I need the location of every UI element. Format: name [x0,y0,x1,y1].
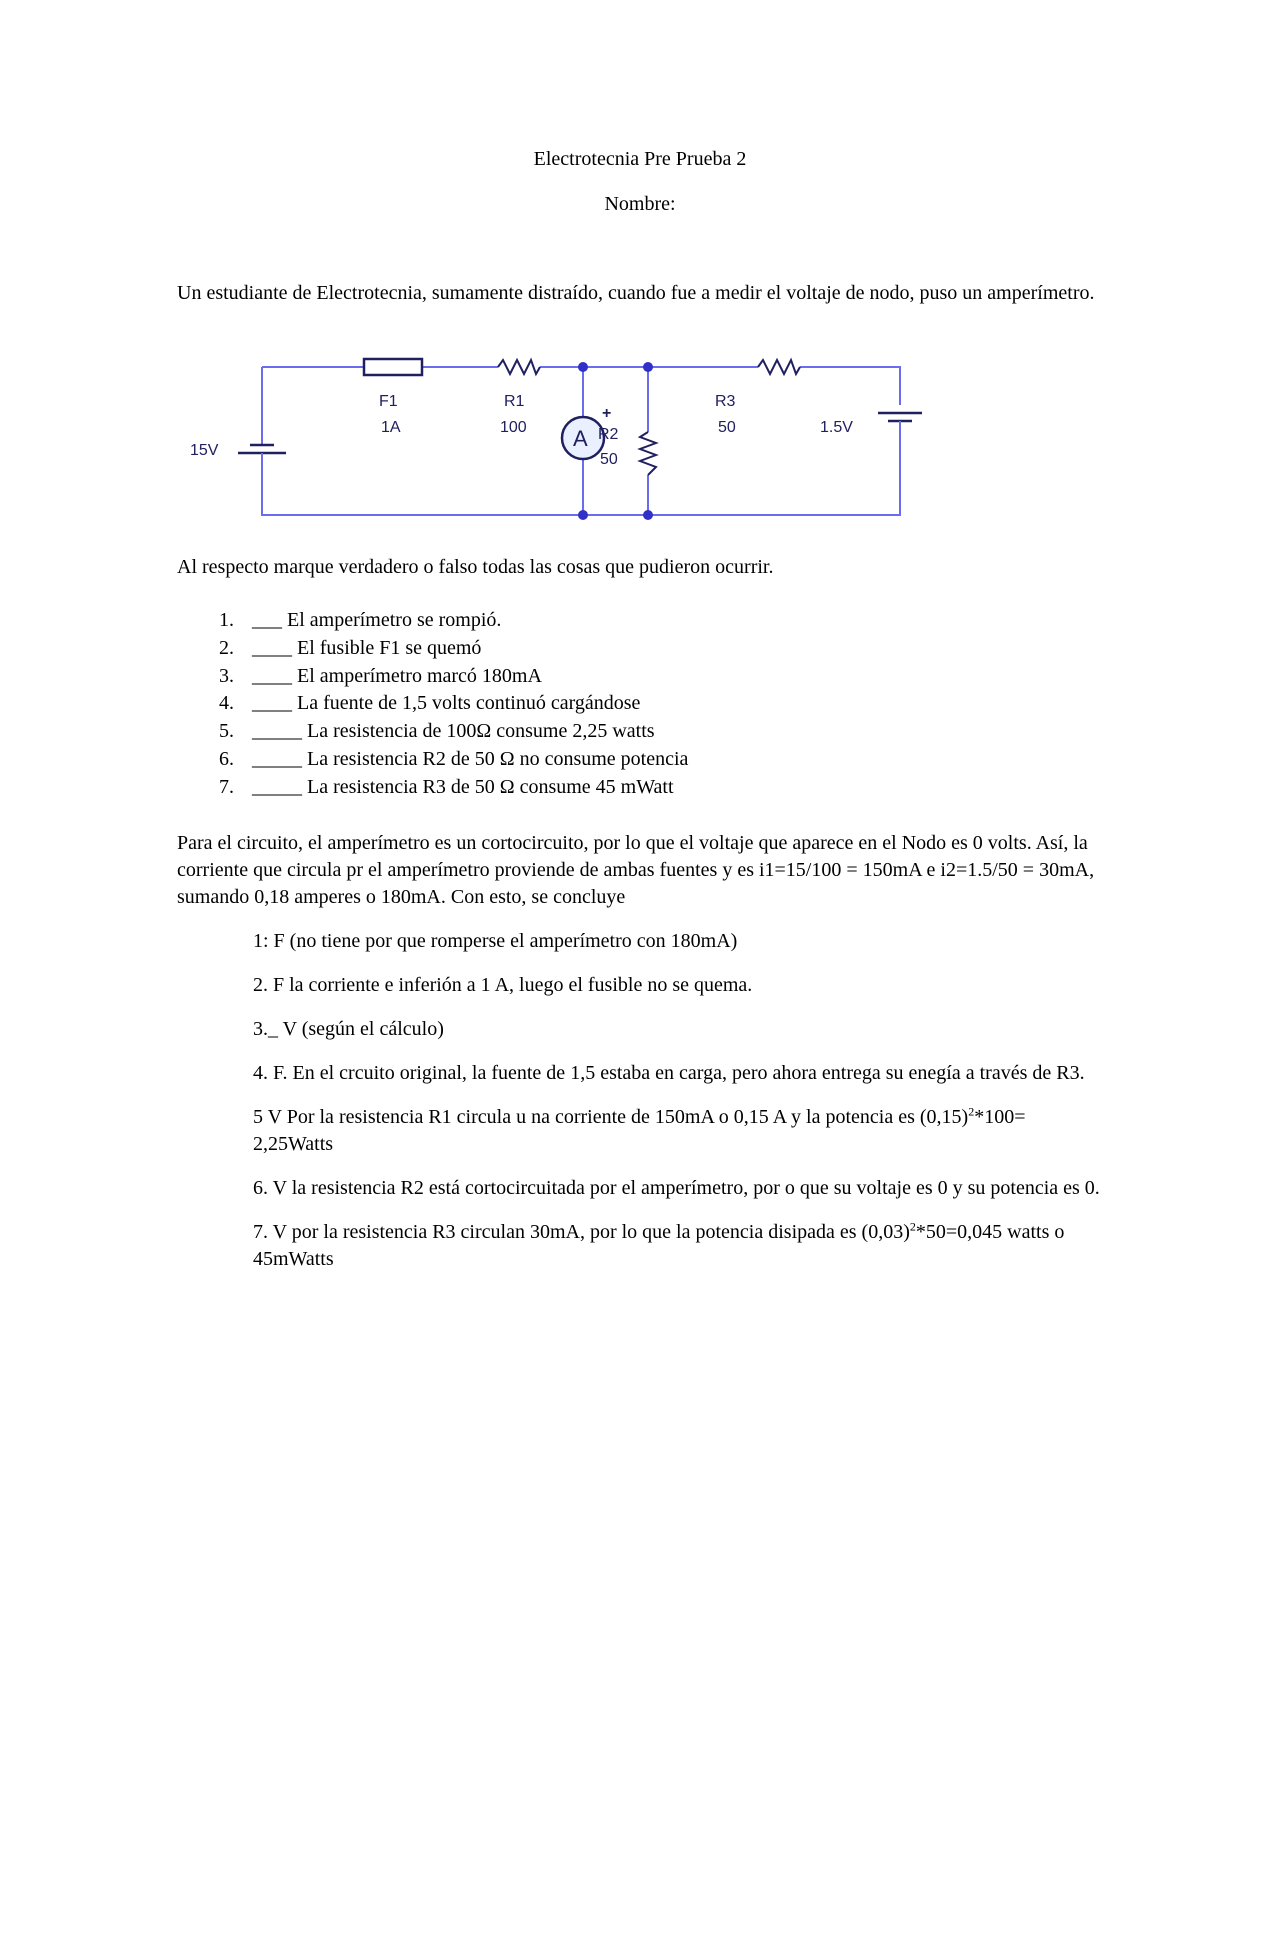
item-number: 5. [219,720,234,743]
list-item [200,635,688,663]
answer-7-result: *50=0,045 watts o 45mWatts [253,1221,1065,1270]
answer-5-exponent: 2 [968,1104,975,1119]
list-item [200,774,688,802]
true-false-list [200,607,688,802]
item-text: _____ La resistencia R2 de 50 Ω no consume potencia [252,747,689,770]
answer-6: 6. V la resistencia R2 está cortocircuitada por el amperímetro, por o que su voltaje es 0 y su potencia es 0. [253,1177,1100,1199]
resistor-r2 [640,432,656,475]
list-item [200,663,688,691]
ammeter-plus-label: + [602,405,612,422]
r2-name-label: R2 [598,426,619,443]
source-right-label: 1.5V [820,419,853,436]
item-text: ____ La fuente de 1,5 volts continuó cargándose [252,692,641,715]
item-number: 7. [219,775,234,798]
answer-7-exponent: 2 [909,1219,916,1234]
list-item [200,718,688,746]
answer-2: 2. F la corriente e inferión a 1 A, luego el fusible no se quema. [253,974,753,996]
resistor-r3 [758,360,800,374]
r3-value-label: 50 [718,419,736,436]
item-number: 4. [219,692,234,715]
r2-value-label: 50 [600,451,618,468]
fuse-f1 [364,359,422,375]
battery-1-5v [878,413,922,425]
answer-4: 4. F. En el crcuito original, la fuente de 1,5 estaba en carga, pero ahora entrega su enegía a través de R3. [253,1062,1085,1084]
answer-7 [253,1219,1103,1273]
answer-1: 1: F (no tiene por que romperse el amperímetro con 180mA) [253,930,738,952]
answer-5 [253,1104,1103,1158]
item-text: _____ La resistencia de 100Ω consume 2,25 watts [252,720,655,743]
item-text: ____ El amperímetro marcó 180mA [252,664,542,687]
list-item [200,690,688,718]
item-number: 1. [219,609,234,631]
answer-7-text: 7. V por la resistencia R3 circulan 30mA, por lo que la potencia disipada es (0,03) [253,1221,910,1243]
r1-name-label: R1 [504,393,525,410]
source-left-label: 15V [190,442,219,459]
r3-name-label: R3 [715,393,736,410]
answer-5-result: *100= 2,25Watts [253,1106,1026,1155]
answer-3: 3._ V (según el cálculo) [253,1018,444,1040]
answers-block [253,928,1103,1290]
item-number: 6. [219,747,234,770]
question-prompt: Al respecto marque verdadero o falso todas las cosas que pudieron ocurrir. [177,556,774,578]
item-text: ___ El amperímetro se rompió. [252,609,502,631]
item-number: 3. [219,664,234,687]
item-text: ____ El fusible F1 se quemó [252,636,482,659]
list-item [200,746,688,774]
item-text: _____ La resistencia R3 de 50 Ω consume 45 mWatt [252,775,674,798]
answer-5-text: 5 V Por la resistencia R1 circula u na corriente de 150mA o 0,15 A y la potencia es (0,15) [253,1106,969,1128]
r1-value-label: 100 [500,419,527,436]
intro-paragraph: Un estudiante de Electrotecnia, sumamente distraído, cuando fue a medir el voltaje de nodo, puso un amperímetro. [177,282,1095,304]
fuse-value-label: 1A [381,419,401,436]
list-item [200,607,688,635]
ammeter-label: A [573,426,588,451]
name-label: Nombre: [604,193,676,215]
battery-15v [238,445,286,463]
document-title: Electrotecnia Pre Prueba 2 [533,148,747,170]
resistor-r1 [498,360,540,374]
explanation-paragraph: Para el circuito, el amperímetro es un cortocircuito, por lo que el voltaje que aparece en el Nodo es 0 volts. Así, la corriente que circula pr el amperímetro proviende de ambas fuentes y es i1=15/100 = 150mA e i2=1.5/50 = 30mA, sumando 0,18 amperes o 180mA. Con esto, se concluye [177,832,1095,908]
circuit-diagram [178,355,938,525]
fuse-name-label: F1 [379,393,398,410]
item-number: 2. [219,636,234,659]
